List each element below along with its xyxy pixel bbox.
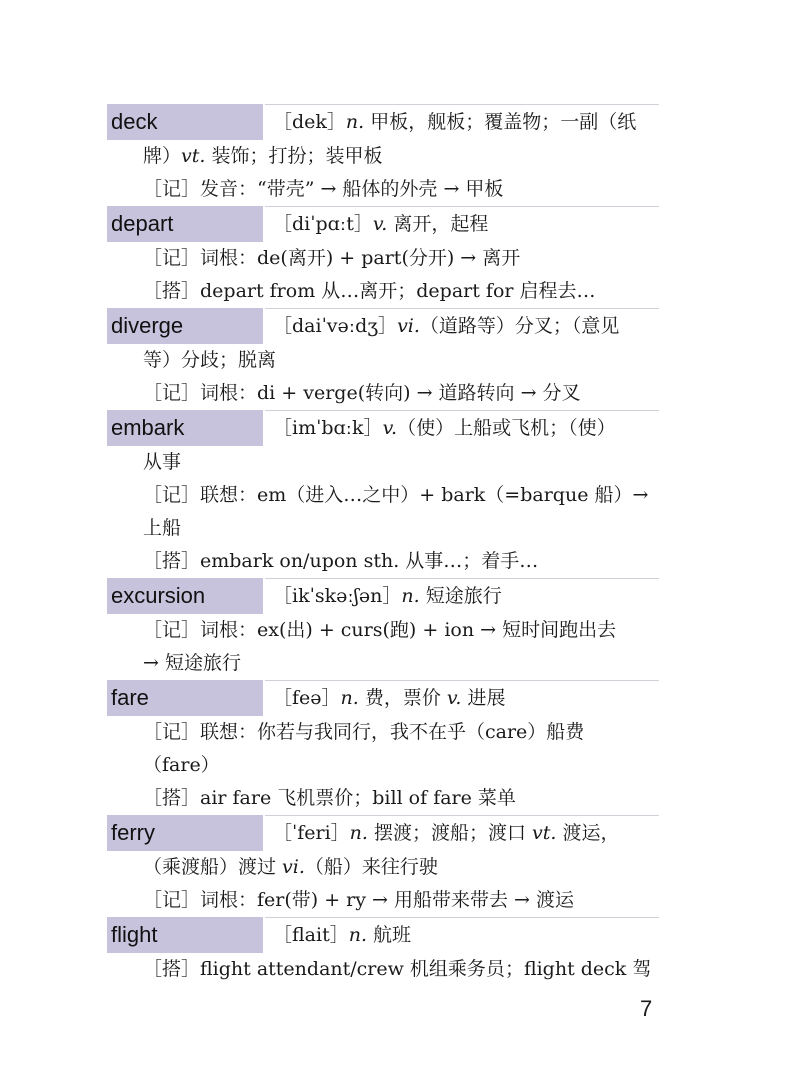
definition-text: ［imˈbɑːk］: [273, 417, 383, 439]
entry-line: [107, 884, 659, 917]
definition-text: 费，票价: [358, 687, 447, 709]
entry-line: [107, 446, 659, 479]
definition-text: 短途旅行: [419, 585, 502, 607]
entry-line: [107, 140, 659, 173]
definition-text: 甲板，舰板；覆盖物；一副（纸: [364, 111, 637, 133]
entry-line: [107, 377, 659, 410]
definition-text: （船）来往行驶: [304, 856, 438, 878]
definition-text: 摆渡；渡船；渡口: [367, 822, 533, 844]
definition-text: → 短途旅行: [143, 652, 241, 674]
definition-text: ［ikˈskəːʃən］: [273, 585, 402, 607]
entry-line: [107, 647, 659, 680]
definition-text: 等）分歧；脱离: [143, 349, 277, 371]
definition-first-line: [273, 578, 659, 614]
headword: fare: [107, 680, 263, 716]
entry-line: [107, 545, 659, 578]
definition-text: ［daiˈvəːdʒ］: [273, 315, 398, 337]
part-of-speech: vt.: [532, 822, 557, 844]
dictionary-entry: [107, 578, 659, 680]
definition-text: （fare）: [143, 754, 220, 776]
part-of-speech: v.: [446, 687, 462, 709]
entry-line: [107, 749, 659, 782]
part-of-speech: v.: [382, 417, 398, 439]
headword-line: [107, 815, 659, 851]
definition-text: 从事: [143, 451, 182, 473]
definition-text: ［feə］: [273, 687, 341, 709]
definition-text: ［搭］flight attendant/crew 机组乘务员；flight deck 驾: [143, 958, 652, 980]
part-of-speech: n.: [340, 687, 359, 709]
definition-text: ［dek］: [273, 111, 346, 133]
definition-text: 上船: [143, 517, 182, 539]
headword: excursion: [107, 578, 263, 614]
definition-first-line: [273, 815, 659, 851]
dictionary-entry: [107, 815, 659, 917]
definition-first-line: [273, 410, 659, 446]
definition-text: （乘渡船）渡过: [143, 856, 283, 878]
definition-text: ［记］联想：你若与我同行，我不在乎（care）船费: [143, 721, 585, 743]
part-of-speech: vi.: [282, 856, 305, 878]
headword: ferry: [107, 815, 263, 851]
definition-first-line: [273, 104, 659, 140]
headword-line: [107, 410, 659, 446]
dictionary-entry: [107, 308, 659, 410]
definition-text: 离开，起程: [387, 213, 489, 235]
headword: depart: [107, 206, 263, 242]
headword-line: [107, 206, 659, 242]
dictionary-entry: [107, 680, 659, 815]
definition-text: 装饰；打扮；装甲板: [205, 145, 383, 167]
entry-list: [107, 104, 659, 986]
dictionary-entry: [107, 104, 659, 206]
entry-line: [107, 173, 659, 206]
definition-text: ［flait］: [273, 924, 349, 946]
entry-line: [107, 512, 659, 545]
part-of-speech: n.: [348, 924, 367, 946]
entry-line: [107, 275, 659, 308]
definition-text: ［记］词根：fer(带) + ry → 用船带来带去 → 渡运: [143, 889, 574, 911]
definition-text: ［diˈpɑːt］: [273, 213, 373, 235]
part-of-speech: v.: [372, 213, 388, 235]
dictionary-entry: [107, 206, 659, 308]
entry-line: [107, 782, 659, 815]
entry-line: [107, 242, 659, 275]
definition-text: ［记］词根：di + verge(转向) → 道路转向 → 分叉: [143, 382, 581, 404]
headword: diverge: [107, 308, 263, 344]
headword: deck: [107, 104, 263, 140]
headword: embark: [107, 410, 263, 446]
definition-text: 航班: [367, 924, 412, 946]
part-of-speech: n.: [349, 822, 368, 844]
entry-line: [107, 953, 659, 986]
definition-text: ［记］联想：em（进入…之中）+ bark（=barque 船）→: [143, 484, 649, 506]
page-number: 7: [640, 996, 653, 1021]
definition-text: ［搭］air fare 飞机票价；bill of fare 菜单: [143, 787, 516, 809]
part-of-speech: n.: [345, 111, 365, 133]
headword: flight: [107, 917, 263, 953]
entry-line: [107, 614, 659, 647]
headword-line: [107, 578, 659, 614]
definition-first-line: [273, 206, 659, 242]
headword-line: [107, 308, 659, 344]
part-of-speech: n.: [401, 585, 420, 607]
definition-text: 进展: [461, 687, 506, 709]
definition-text: ［ˈferi］: [273, 822, 350, 844]
dictionary-entry: [107, 917, 659, 986]
definition-text: ［搭］depart from 从…离开；depart for 启程去…: [143, 280, 596, 302]
definition-text: 牌）: [143, 145, 182, 167]
headword-line: [107, 104, 659, 140]
part-of-speech: vi.: [397, 315, 420, 337]
definition-text: ［搭］embark on/upon sth. 从事…；着手…: [143, 550, 539, 572]
part-of-speech: vt.: [181, 145, 206, 167]
entry-line: [107, 479, 659, 512]
definition-text: 渡运，: [556, 822, 620, 844]
entry-line: [107, 851, 659, 884]
definition-text: ［记］词根：ex(出) + curs(跑) + ion → 短时间跑出去: [143, 619, 617, 641]
definition-text: ［记］词根：de(离开) + part(分开) → 离开: [143, 247, 521, 269]
dictionary-entry: [107, 410, 659, 578]
definition-first-line: [273, 308, 659, 344]
definition-text: ［记］发音：“带壳” → 船体的外壳 → 甲板: [143, 178, 504, 200]
headword-line: [107, 917, 659, 953]
entry-line: [107, 716, 659, 749]
headword-line: [107, 680, 659, 716]
definition-text: （道路等）分叉；（意见: [419, 315, 620, 337]
entry-line: [107, 344, 659, 377]
definition-text: （使）上船或飞机；（使）: [397, 417, 616, 439]
definition-first-line: [273, 917, 659, 953]
definition-first-line: [273, 680, 659, 716]
